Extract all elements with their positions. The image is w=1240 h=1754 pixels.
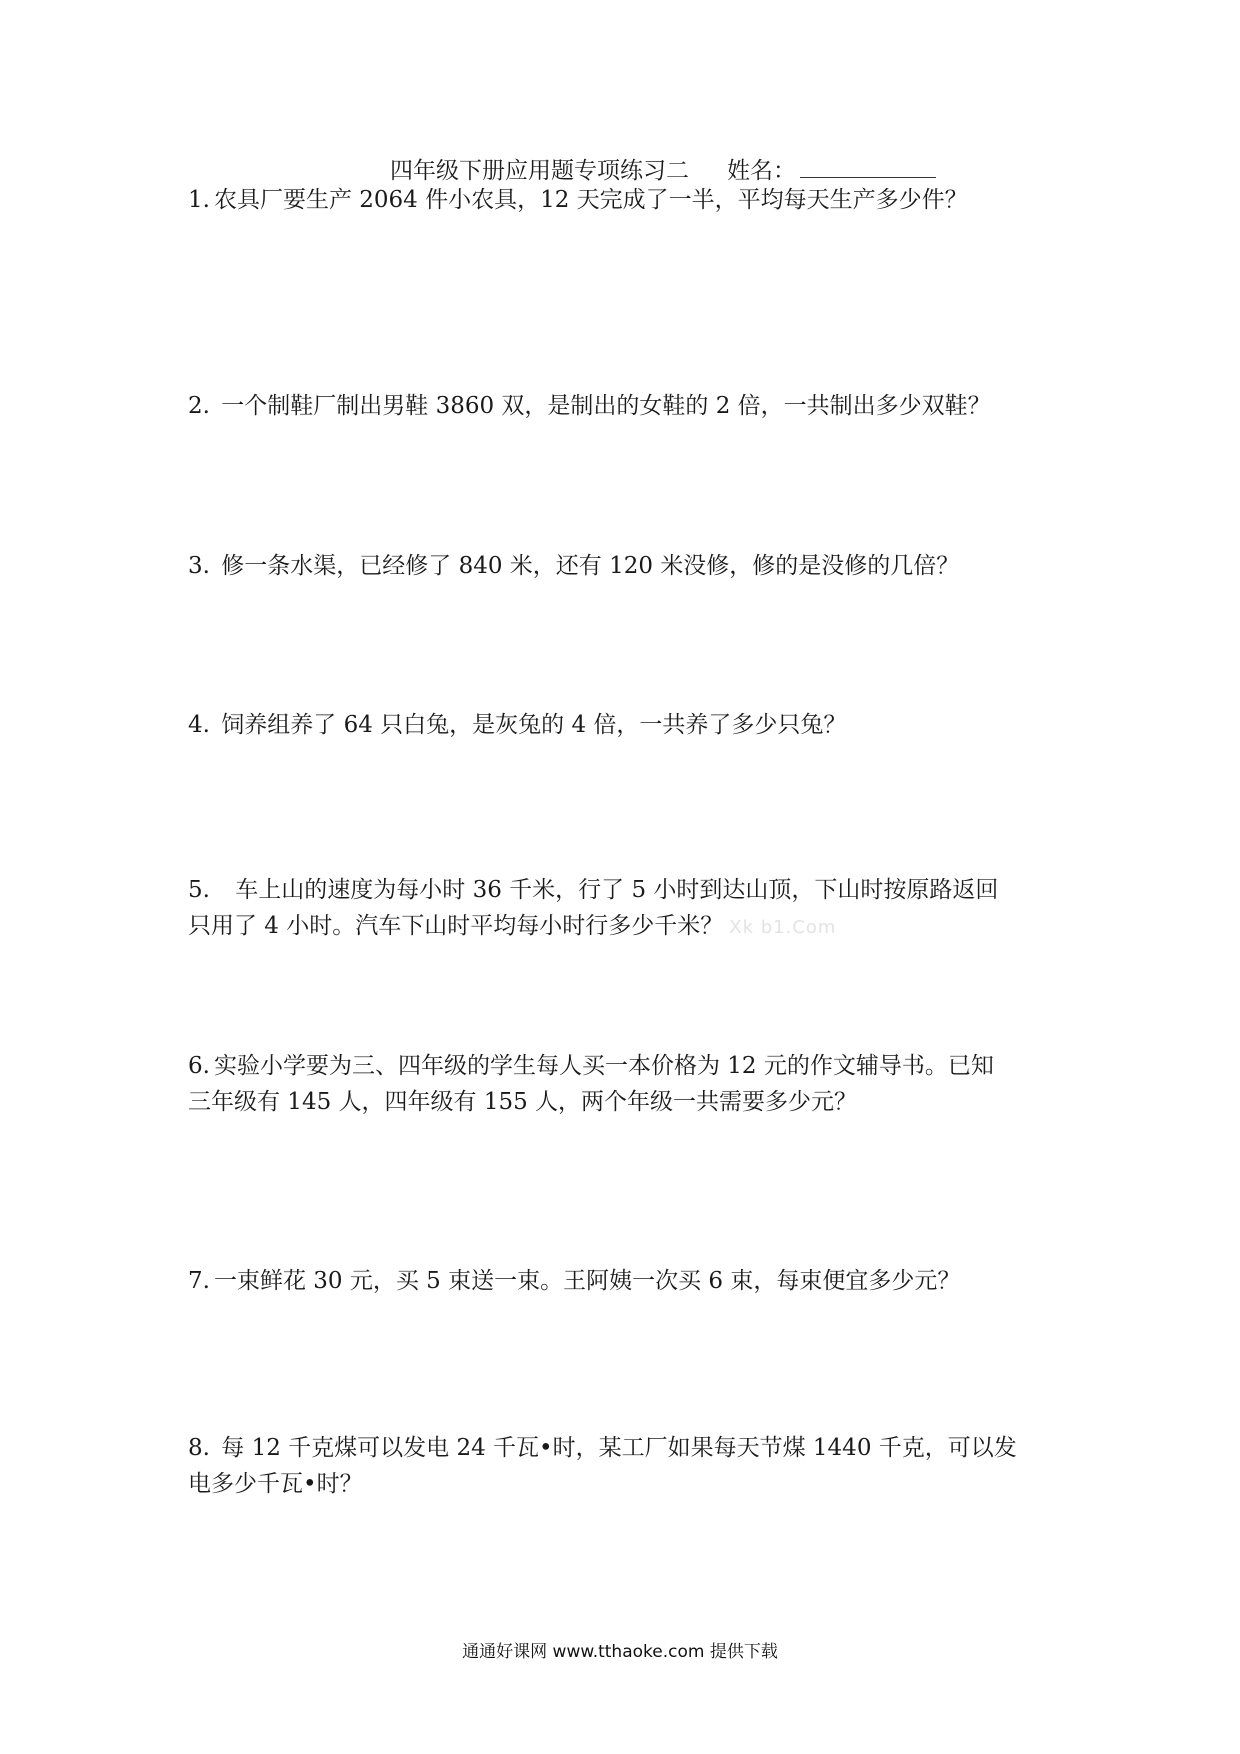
question-number: 3. xyxy=(188,553,210,579)
question-line-1 xyxy=(188,872,1068,908)
worksheet-title: 四年级下册应用题专项练习二 xyxy=(390,158,689,184)
question-2 xyxy=(188,388,1068,424)
question-line-1 xyxy=(188,1048,1068,1084)
watermark-text: Xk b1.Com xyxy=(729,917,837,938)
question-number: 8. xyxy=(188,1435,210,1461)
question-text: 车上山的速度为每小时 36 千米，行了 5 小时到达山顶，下山时按原路返回 xyxy=(235,877,999,903)
question-text: 只用了 4 小时。汽车下山时平均每小时行多少千米？ xyxy=(188,913,724,939)
name-blank-line xyxy=(800,159,936,178)
question-4 xyxy=(188,707,1068,743)
question-1 xyxy=(188,182,1068,218)
question-6 xyxy=(188,1048,1068,1120)
question-number: 4. xyxy=(188,712,210,738)
question-text: 每 12 千克煤可以发电 24 千瓦•时，某工厂如果每天节煤 1440 千克，可以发 xyxy=(221,1435,1017,1461)
name-label: 姓名： xyxy=(727,158,796,184)
question-line-2 xyxy=(188,1084,1068,1120)
question-text: 电多少千瓦•时？ xyxy=(188,1471,363,1497)
question-line-2 xyxy=(188,908,1068,946)
question-text: 饲养组养了 64 只白兔，是灰兔的 4 倍，一共养了多少只兔？ xyxy=(221,712,847,738)
question-8 xyxy=(188,1430,1068,1502)
question-number: 2. xyxy=(188,393,210,419)
question-number: 1. xyxy=(188,187,210,213)
question-number: 6. xyxy=(188,1053,210,1079)
question-text: 修一条水渠，已经修了 840 米，还有 120 米没修，修的是没修的几倍？ xyxy=(221,553,960,579)
question-5 xyxy=(188,872,1068,946)
question-number: 5. xyxy=(188,877,210,903)
question-text: 农具厂要生产 2064 件小农具，12 天完成了一半，平均每天生产多少件？ xyxy=(213,187,968,213)
question-text: 三年级有 145 人，四年级有 155 人，两个年级一共需要多少元？ xyxy=(188,1089,858,1115)
question-text: 实验小学要为三、四年级的学生每人买一本价格为 12 元的作文辅导书。已知 xyxy=(213,1053,994,1079)
header xyxy=(390,152,936,185)
question-line-2 xyxy=(188,1466,1068,1502)
footer-source: 通通好课网 www.tthaoke.com 提供下载 xyxy=(462,1642,778,1662)
question-text: 一束鲜花 30 元，买 5 束送一束。王阿姨一次买 6 束，每束便宜多少元？ xyxy=(213,1268,961,1294)
question-line-1 xyxy=(188,1430,1068,1466)
question-text: 一个制鞋厂制出男鞋 3860 双，是制出的女鞋的 2 倍，一共制出多少双鞋？ xyxy=(221,393,991,419)
question-7 xyxy=(188,1263,1068,1299)
question-number: 7. xyxy=(188,1268,210,1294)
question-3 xyxy=(188,548,1068,584)
